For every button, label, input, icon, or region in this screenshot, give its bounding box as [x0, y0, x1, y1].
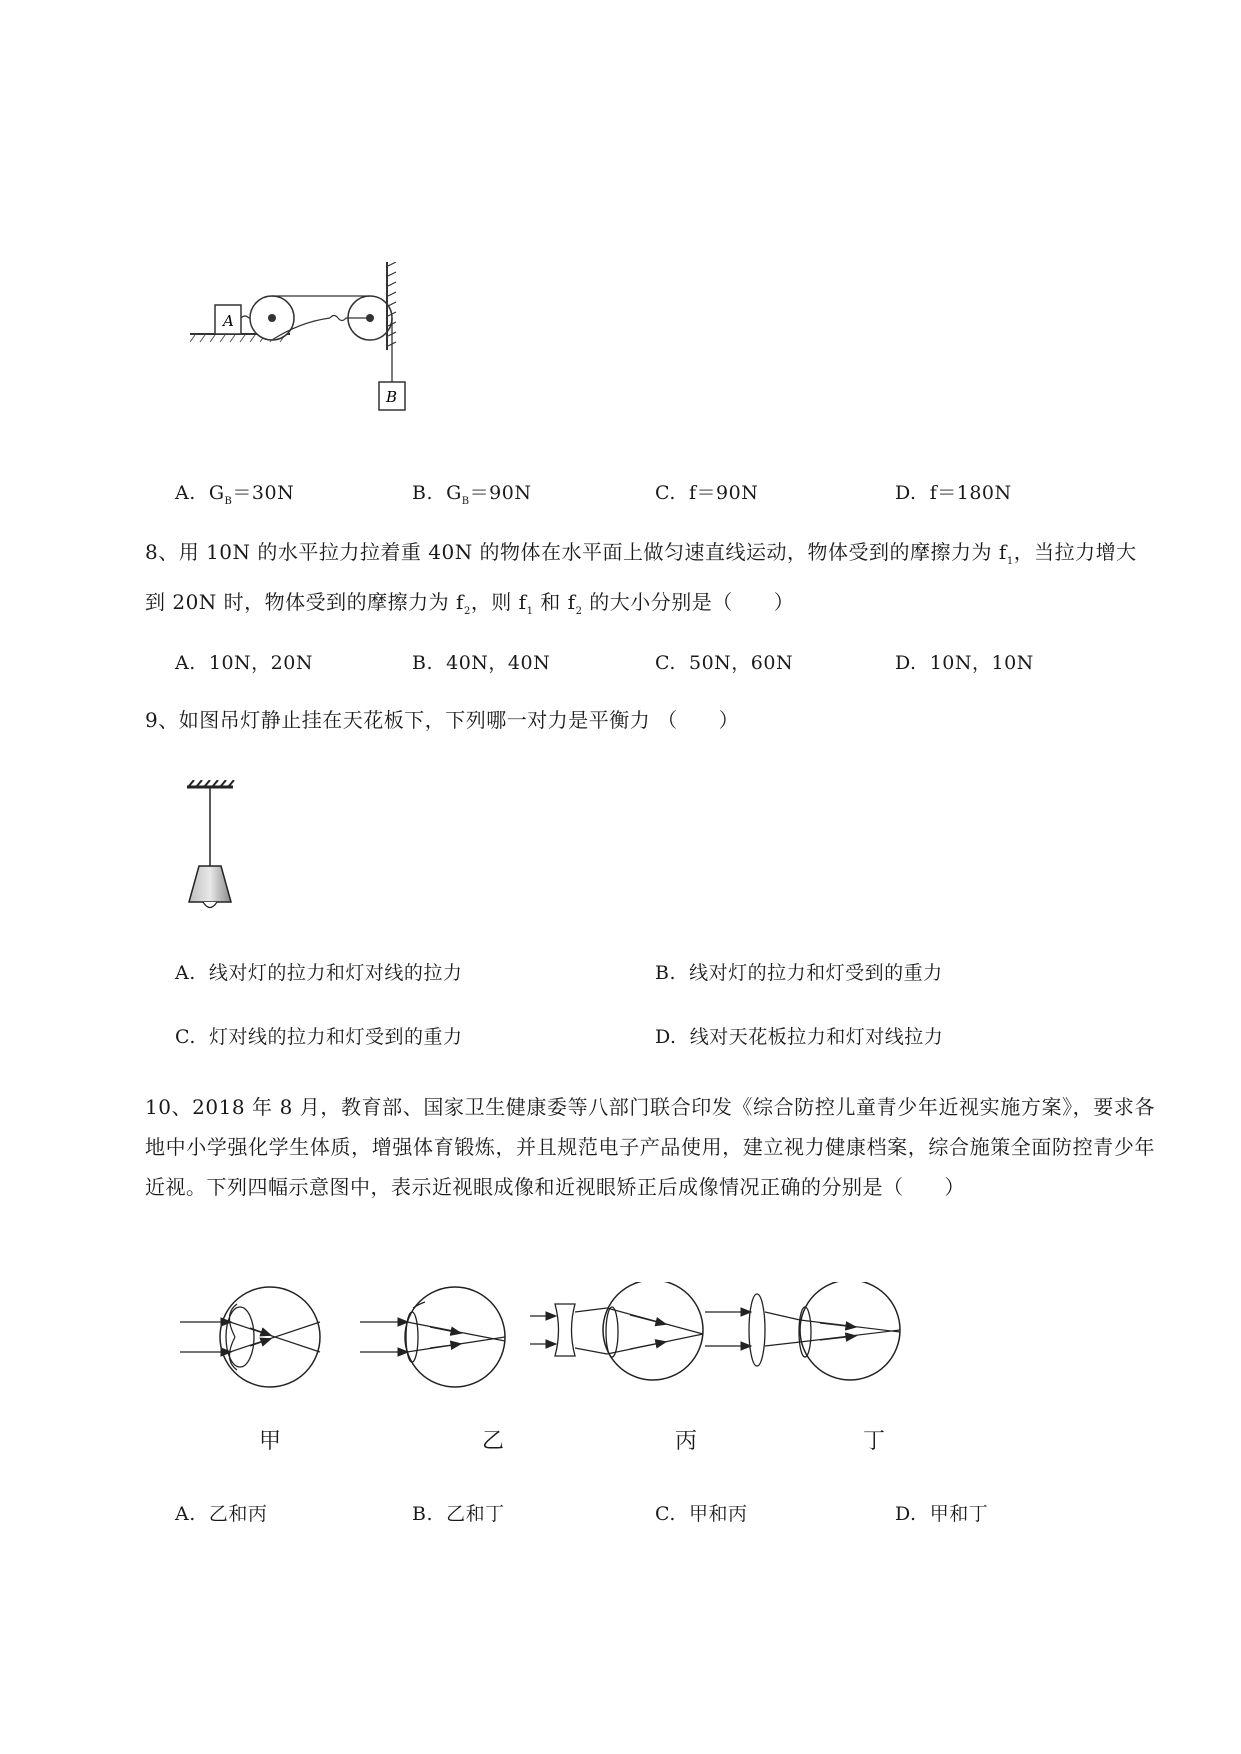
eye-jia	[180, 1287, 320, 1387]
q10-option-c[interactable]: C. 甲和丙	[655, 1503, 748, 1525]
caption-jia: 甲	[259, 1429, 282, 1454]
eye-diagrams	[175, 1282, 945, 1422]
q10-stem: 10、2018 年 8 月，教育部、国家卫生健康委等八部门联合印发《综合防控儿童青少年近视实施方案》，要求各地中小学强化学生体质，增强体育锻炼，并且规范电子产品使用，建立视力健康档案，综合施策全面防控青少年近视。下列四幅示意图中，表示近视眼成像和近视眼矫正后成像情况正确的分别是（ ）	[145, 1095, 1155, 1199]
q8-stem: 8、用 10N 的水平拉力拉着重 40N 的物体在水平面上做匀速直线运动，物体受到的摩擦力为 $f_1$，当拉力增大到 20N 时，物体受到的摩擦力为 $f_2$，则 $f_1$ 和 $f_2$ 的大小分别是（ ）	[145, 540, 1137, 617]
q7-option-a[interactable]: A. $G_B=30N$	[175, 482, 295, 507]
q9-option-a[interactable]: A. 线对灯的拉力和灯对线的拉力	[175, 962, 463, 984]
eye-ding	[705, 1282, 900, 1380]
caption-yi: 乙	[482, 1429, 505, 1454]
q9-option-b[interactable]: B. 线对灯的拉力和灯受到的重力	[655, 962, 943, 984]
q9-stem: 9、如图吊灯静止挂在天花板下，下列哪一对力是平衡力 （ ）	[145, 708, 740, 732]
q10-option-a[interactable]: A. 乙和丙	[175, 1503, 268, 1525]
q8-option-b[interactable]: B. 40N，40N	[412, 652, 551, 674]
q7-option-d[interactable]: D. f＝180N	[895, 482, 1012, 504]
pulley-figure	[190, 262, 440, 422]
block-a-label: A	[223, 312, 234, 330]
q10-option-b[interactable]: B. 乙和丁	[412, 1503, 505, 1525]
q8-option-c[interactable]: C. 50N，60N	[655, 652, 794, 674]
q9-option-d[interactable]: D. 线对天花板拉力和灯对线拉力	[655, 1026, 944, 1048]
pendant-lamp-figure	[175, 780, 245, 910]
caption-ding: 丁	[863, 1429, 886, 1454]
block-b-label: B	[386, 388, 398, 406]
q8-option-d[interactable]: D. 10N，10N	[895, 652, 1034, 674]
q10-option-d[interactable]: D. 甲和丁	[895, 1503, 989, 1525]
lamp-shade	[189, 866, 231, 902]
caption-bing: 丙	[675, 1429, 698, 1454]
eye-yi	[360, 1287, 505, 1387]
eye-bing	[530, 1282, 703, 1380]
q7-option-c[interactable]: C. f＝90N	[655, 482, 759, 504]
q8-option-a[interactable]: A. 10N，20N	[175, 652, 313, 674]
q9-option-c[interactable]: C. 灯对线的拉力和灯受到的重力	[175, 1026, 463, 1048]
q7-option-b[interactable]: B. $G_B=90N$	[412, 482, 532, 507]
